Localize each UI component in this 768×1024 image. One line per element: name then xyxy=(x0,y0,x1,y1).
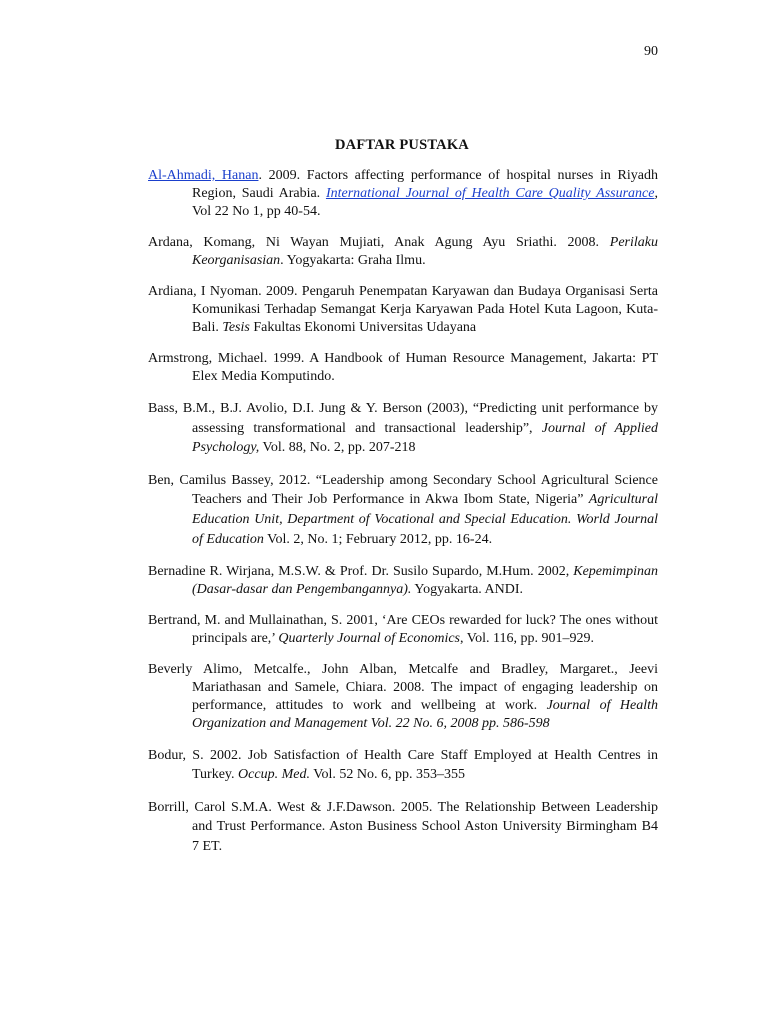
reference-item: Ardiana, I Nyoman. 2009. Pengaruh Penempatan Karyawan dan Budaya Organisasi Serta Komunikasi Terhadap Semangat Kerja Karyawan Pada Hotel Kuta Lagoon, Kuta-Bali. Tesis Fakultas Ekonomi Universitas Udayana xyxy=(148,284,658,335)
reference-item: Ardana, Komang, Ni Wayan Mujiati, Anak Agung Ayu Sriathi. 2008. Perilaku Keorganisasian. Yogyakarta: Graha Ilmu. xyxy=(148,235,658,268)
reference-item: Bertrand, M. and Mullainathan, S. 2001, ‘Are CEOs rewarded for luck? The ones without principals are,’ Quarterly Journal of Economics, Vol. 116, pp. 901–929. xyxy=(148,612,658,646)
author-link[interactable]: Al-Ahmadi, Hanan xyxy=(148,168,259,183)
reference-item: Bodur, S. 2002. Job Satisfaction of Health Care Staff Employed at Health Centres in Turkey. Occup. Med. Vol. 52 No. 6, pp. 353–355 xyxy=(148,747,658,783)
reference-item: Al-Ahmadi, Hanan. 2009. Factors affecting performance of hospital nurses in Riyadh Region, Saudi Arabia. International Journal of Health Care Quality Assurance, Vol 22 No 1, pp 40-54. xyxy=(148,168,658,219)
reference-item: Ben, Camilus Bassey, 2012. “Leadership among Secondary School Agricultural Science Teachers and Their Job Performance in Akwa Ibom State, Nigeria” Agricultural Education Unit, Department of Vocational and Special Education. World Journal of Education Vol. 2, No. 1; February 2012, pp. 16-24. xyxy=(148,472,658,547)
reference-item: Beverly Alimo, Metcalfe., John Alban, Metcalfe and Bradley, Margaret., Jeevi Mariathasan and Samele, Chiara. 2008. The impact of engaging leadership on performance, attitudes to work and wellbeing at work. Journal of Health Organization and Management Vol. 22 No. 6, 2008 pp. 586-598 xyxy=(148,661,659,731)
page-title: DAFTAR PUSTAKA xyxy=(335,137,469,153)
reference-list xyxy=(148,167,658,869)
reference-item: Bass, B.M., B.J. Avolio, D.I. Jung & Y. Berson (2003), “Predicting unit performance by assessing transformational and transactional leadership”, Journal of Applied Psychology, Vol. 88, No. 2, pp. 207-218 xyxy=(148,401,658,455)
reference-item: Armstrong, Michael. 1999. A Handbook of Human Resource Management, Jakarta: PT Elex Media Komputindo. xyxy=(148,351,658,384)
page-number: 90 xyxy=(644,44,658,59)
journal-link[interactable]: International Journal of Health Care Quality Assurance xyxy=(325,186,655,201)
reference-item: Bernadine R. Wirjana, M.S.W. & Prof. Dr. Susilo Supardo, M.Hum. 2002, Kepemimpinan (Dasar-dasar dan Pengembangannya). Yogyakarta. ANDI. xyxy=(148,563,658,597)
reference-item: Borrill, Carol S.M.A. West & J.F.Dawson. 2005. The Relationship Between Leadership and Trust Performance. Aston Business School Aston University Birmingham B4 7 ET. xyxy=(148,799,658,854)
